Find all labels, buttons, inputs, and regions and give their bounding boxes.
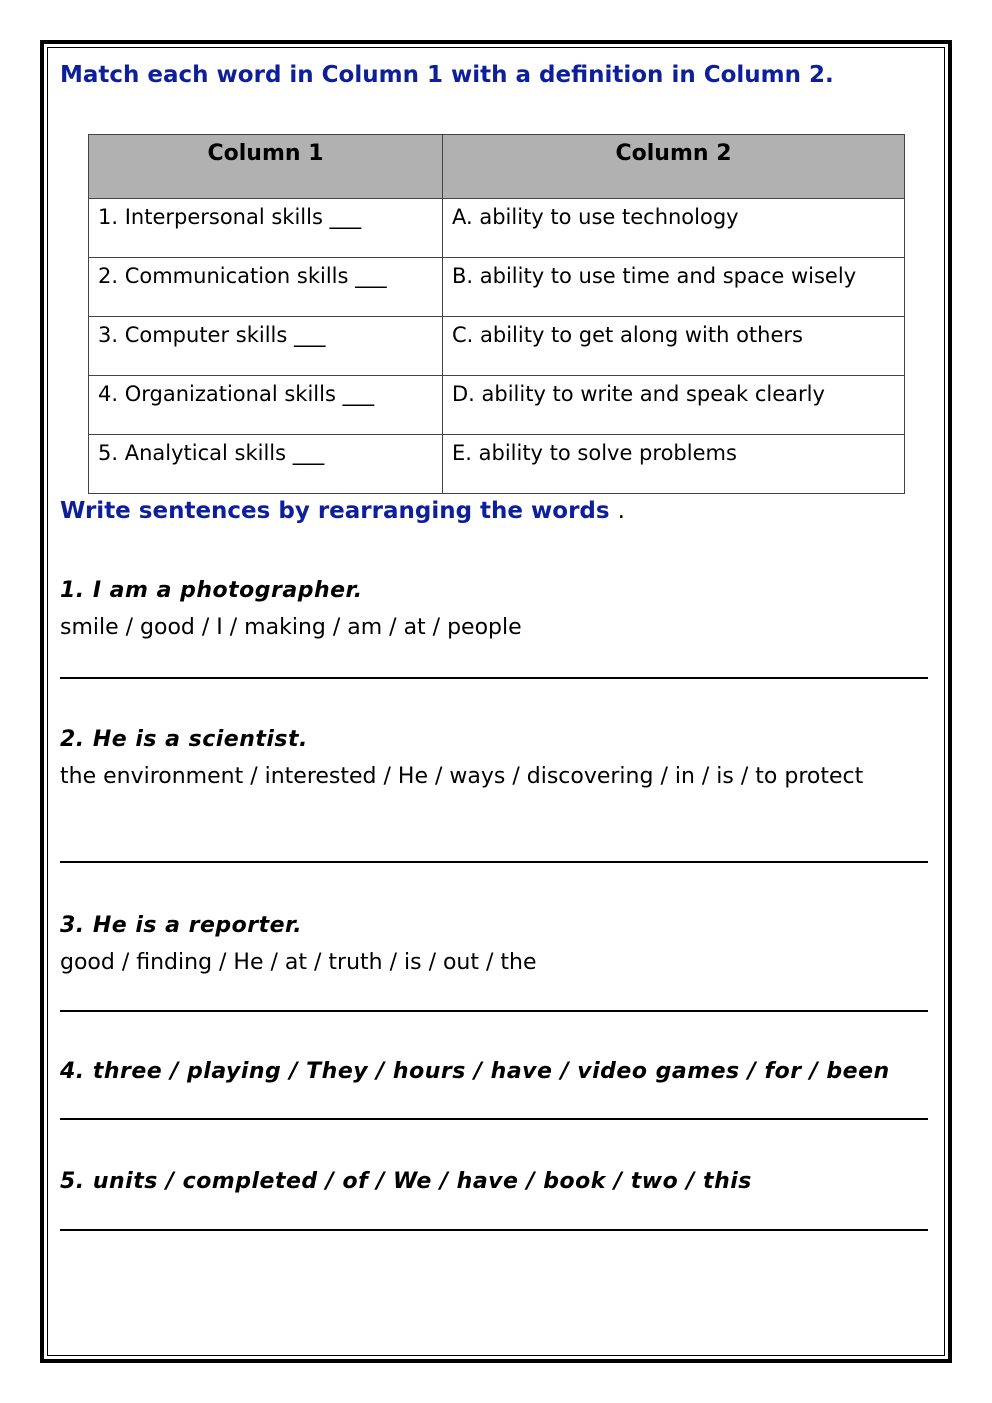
rearrange-heading-text: Write sentences by rearranging the words (60, 498, 610, 524)
table-row (89, 435, 905, 494)
column-2-header: Column 2 (443, 135, 905, 199)
skill-cell[interactable]: 3. Computer skills ___ (89, 317, 443, 376)
table-row (89, 199, 905, 258)
column-1-header: Column 1 (89, 135, 443, 199)
answer-line-1[interactable] (60, 677, 928, 679)
question-5 (60, 1163, 930, 1200)
skill-cell[interactable]: 2. Communication skills ___ (89, 258, 443, 317)
skill-cell[interactable]: 4. Organizational skills ___ (89, 376, 443, 435)
question-words: good / finding / He / at / truth / is / out / the (60, 950, 537, 975)
answer-line-3[interactable] (60, 1010, 928, 1012)
skill-cell[interactable]: 1. Interpersonal skills ___ (89, 199, 443, 258)
question-words: smile / good / I / making / am / at / people (60, 615, 522, 640)
matching-heading: Match each word in Column 1 with a definition in Column 2. (60, 62, 834, 88)
question-4 (60, 1053, 930, 1090)
question-2 (60, 721, 930, 795)
definition-cell: C. ability to get along with others (443, 317, 905, 376)
definition-cell: B. ability to use time and space wisely (443, 258, 905, 317)
question-title: 4. three / playing / They / hours / have / video games / for / been (60, 1059, 890, 1084)
question-1 (60, 572, 930, 646)
definition-cell: A. ability to use technology (443, 199, 905, 258)
table-row (89, 258, 905, 317)
answer-line-5[interactable] (60, 1229, 928, 1231)
rearrange-heading (60, 498, 625, 524)
answer-line-2[interactable] (60, 861, 928, 863)
table-header-row (89, 135, 905, 199)
question-words: the environment / interested / He / ways / discovering / in / is / to protect (60, 764, 864, 789)
question-title: 2. He is a scientist. (60, 727, 308, 752)
table-row (89, 317, 905, 376)
skill-cell[interactable]: 5. Analytical skills ___ (89, 435, 443, 494)
question-title: 1. I am a photographer. (60, 578, 363, 603)
heading-period: . (617, 498, 625, 524)
question-3 (60, 907, 930, 981)
question-title: 5. units / completed / of / We / have / book / two / this (60, 1169, 752, 1194)
definition-cell: E. ability to solve problems (443, 435, 905, 494)
question-title: 3. He is a reporter. (60, 913, 303, 938)
table-row (89, 376, 905, 435)
answer-line-4[interactable] (60, 1118, 928, 1120)
matching-table (88, 134, 905, 494)
definition-cell: D. ability to write and speak clearly (443, 376, 905, 435)
